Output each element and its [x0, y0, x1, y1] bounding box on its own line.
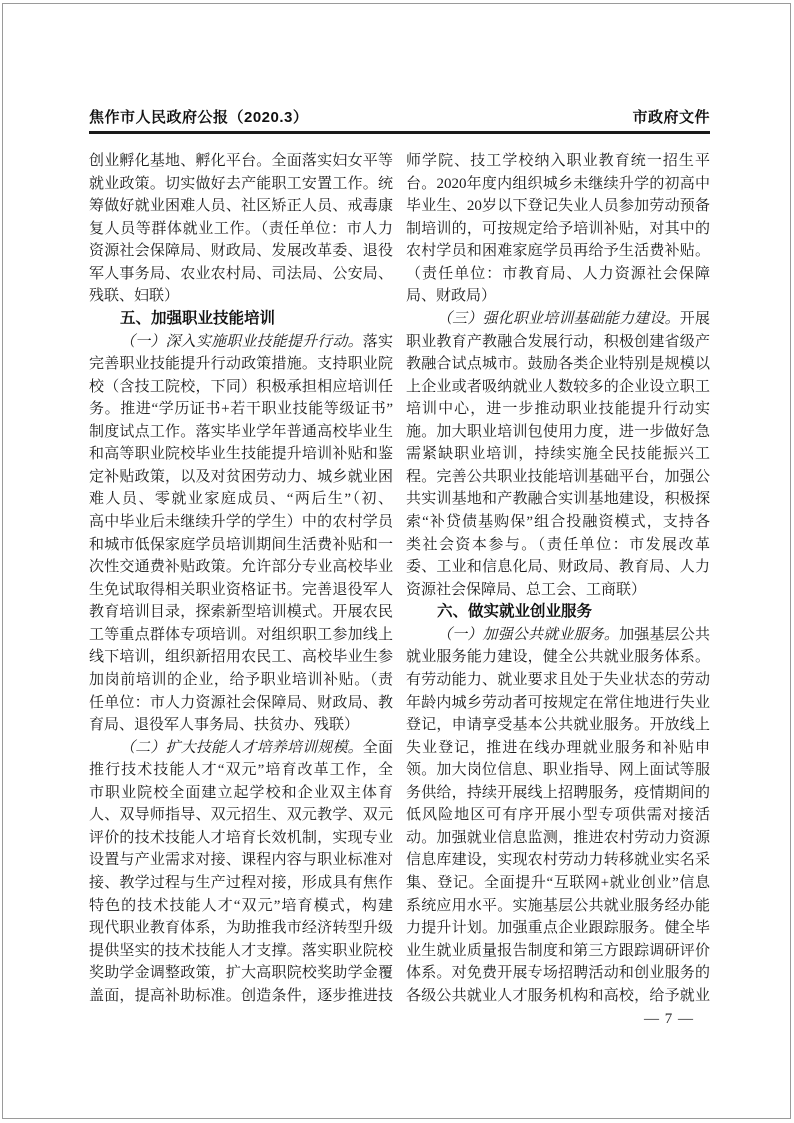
text-line	[89, 173, 393, 196]
text-segment: 有劳动能力、就业要求且处于失业状态的劳动	[406, 671, 710, 688]
text-segment: 盖面，提高补助标准。创造条件，逐步推进技	[89, 987, 393, 1004]
text-segment: 信息库建设，实现农村劳动力转移就业实名采	[406, 852, 710, 869]
text-segment: 力提升计划。加强重点企业跟踪服务。健全毕	[406, 920, 710, 937]
text-line	[406, 669, 710, 692]
text-segment: 台。2020年度内组织城乡未继续升学的初高中	[406, 175, 710, 192]
text-line	[406, 737, 710, 760]
text-line	[406, 308, 710, 331]
text-segment: 校（含技工院校，下同）积极承担相应培训任	[89, 378, 393, 395]
text-segment: 难人员、零就业家庭成员、“两后生”（初、	[89, 491, 393, 508]
text-segment: 推行技术技能人才“双元”培育改革工作，全	[89, 762, 393, 779]
text-segment: 特色的技术技能人才“双元”培育模式，构建	[89, 897, 393, 914]
text-segment: 年龄内城乡劳动者可按规定在常住地进行失业	[406, 694, 710, 711]
text-line	[406, 827, 710, 850]
text-line	[406, 285, 710, 308]
text-line	[406, 331, 710, 354]
text-line	[89, 624, 393, 647]
text-segment: 残联、妇联）	[89, 288, 180, 305]
text-line	[406, 895, 710, 918]
text-segment: 登记，申请享受基本公共就业服务。开放线上	[406, 717, 710, 734]
text-segment: 定补贴政策，以及对贫困劳动力、城乡就业困	[89, 468, 393, 485]
text-segment: 评价的技术技能人才培育长效机制，实现专业	[89, 829, 393, 846]
text-line	[406, 917, 710, 940]
text-segment: （责任单位：市教育局、人力资源社会保障	[406, 265, 710, 282]
text-segment: 职业教育产教融合发展行动，积极创建省级产	[406, 333, 710, 350]
text-segment: 体系。对免费开展专场招聘活动和创业服务的	[406, 965, 710, 982]
text-segment: 领。加大岗位信息、职业指导、网上面试等服	[406, 762, 710, 779]
text-line	[89, 759, 393, 782]
text-segment: 奖助学金调整政策，扩大高职院校奖助学金覆	[89, 965, 393, 982]
section-heading	[89, 308, 393, 331]
text-line	[89, 940, 393, 963]
text-line	[89, 827, 393, 850]
text-segment: 务。推进“学历证书+若干职业技能等级证书”	[89, 401, 393, 418]
text-segment: 类社会资本参与。（责任单位：市发展改革	[406, 536, 710, 553]
text-segment: 师学院、技工学校纳入职业教育统一招生平	[406, 153, 710, 169]
text-segment: 复人员等群体就业工作。（责任单位：市人力	[89, 220, 393, 237]
text-segment: 低风险地区可有序开展小型专项供需对接活	[406, 807, 710, 824]
lead-sentence: （三）强化职业培训基础能力建设。	[437, 310, 680, 327]
text-line	[406, 940, 710, 963]
text-segment: 资源社会保障局、总工会、工商联）	[406, 581, 647, 598]
text-segment: 毕业生、20岁以下登记失业人员参加劳动预备	[406, 198, 710, 215]
text-segment: 六、做实就业创业服务	[437, 603, 593, 621]
document-category: 市政府文件	[632, 109, 710, 126]
text-line	[89, 646, 393, 669]
text-segment: 市职业院校全面建立起学校和企业双主体育	[89, 784, 393, 801]
document-body	[89, 150, 710, 1007]
text-segment: 接、教学过程与生产过程对接，形成具有焦作	[89, 875, 393, 891]
text-line	[406, 443, 710, 466]
lead-sentence: （一）深入实施职业技能提升行动。	[120, 333, 363, 350]
text-segment: 农村学员和困难家庭学员再给予生活费补贴。	[406, 243, 710, 260]
text-segment: 线下培训，组织新招用农民工、高校毕业生参	[89, 649, 393, 666]
text-segment: 系统应用水平。实施基层公共就业服务经办能	[406, 897, 710, 914]
header-rule	[89, 131, 710, 134]
text-line	[406, 849, 710, 872]
text-line	[406, 962, 710, 985]
text-line	[406, 692, 710, 715]
text-line	[406, 353, 710, 376]
text-segment: 程。完善公共职业技能培训基础平台，加强公	[406, 468, 710, 485]
text-segment: 和城市低保家庭学员培训期间生活费补贴和一	[89, 536, 393, 553]
text-segment: 共实训基地和产教融合实训基地建设，积极探	[406, 491, 710, 508]
text-line	[89, 376, 393, 399]
lead-sentence: （二）扩大技能人才培养培训规模。	[120, 739, 363, 756]
text-line	[89, 556, 393, 579]
text-line	[406, 218, 710, 241]
text-segment: 五、加强职业技能培训	[120, 309, 276, 327]
text-segment: 各级公共就业人才服务机构和高校，给予就业	[406, 987, 710, 1004]
text-line	[89, 601, 393, 624]
text-segment: 军人事务局、农业农村局、司法局、公安局、	[89, 265, 393, 282]
text-line	[89, 353, 393, 376]
page-number: — 7 —	[644, 1011, 694, 1027]
text-line	[89, 579, 393, 602]
text-line	[89, 421, 393, 444]
text-segment: 全面	[362, 739, 393, 756]
text-segment: 就业政策。切实做好去产能职工安置工作。统	[89, 175, 393, 192]
text-line	[89, 895, 393, 918]
text-segment: 育局、退役军人事务局、扶贫办、残联）	[89, 717, 360, 734]
text-segment: 和高等职业院校毕业生技能提升培训补贴和鉴	[89, 446, 393, 463]
text-segment: 制度试点工作。落实毕业学年普通高校毕业生	[89, 423, 393, 440]
text-segment: 创业孵化基地、孵化平台。全面落实妇女平等	[89, 153, 393, 169]
text-line	[406, 263, 710, 286]
text-line	[406, 511, 710, 534]
text-line	[406, 466, 710, 489]
text-line	[406, 646, 710, 669]
text-line	[89, 285, 393, 308]
text-segment: 加岗前培训的企业，给予职业培训补贴。（责	[89, 671, 393, 688]
text-line	[406, 195, 710, 218]
text-segment: 设置与产业需求对接、课程内容与职业标准对	[89, 852, 393, 869]
text-segment: 局、财政局）	[406, 288, 497, 305]
text-segment: 索“补贷债基购保”组合投融资模式，支持各	[406, 514, 710, 530]
right-column	[406, 150, 710, 1007]
text-segment: 高中毕业后未继续升学的学生）中的农村学员	[89, 514, 393, 530]
text-line	[89, 331, 393, 354]
text-line	[406, 534, 710, 557]
text-line	[406, 782, 710, 805]
text-segment: 上企业或者吸纳就业人数较多的企业设立职工	[406, 378, 710, 395]
left-column	[89, 150, 393, 1007]
text-line	[89, 488, 393, 511]
text-segment: 需紧缺职业培训，持续实施全民技能振兴工	[406, 446, 710, 463]
text-line	[89, 240, 393, 263]
lead-sentence: （一）加强公共就业服务。	[437, 626, 620, 643]
text-segment: 现代职业教育体系，为助推我市经济转型升级	[89, 920, 393, 937]
text-line	[406, 488, 710, 511]
text-line	[89, 804, 393, 827]
text-line	[89, 872, 393, 895]
text-segment: 次性交通费补贴政策。允许部分专业高校毕业	[89, 559, 393, 576]
text-line	[89, 398, 393, 421]
text-line	[89, 985, 393, 1008]
text-segment: 就业服务能力建设，健全公共就业服务体系。	[406, 649, 710, 666]
text-line	[406, 872, 710, 895]
text-segment: 任单位：市人力资源社会保障局、财政局、教	[89, 694, 393, 711]
text-line	[89, 466, 393, 489]
text-line	[406, 985, 710, 1008]
text-line	[406, 714, 710, 737]
text-line	[89, 534, 393, 557]
text-segment: 委、工业和信息化局、财政局、教育局、人力	[406, 559, 710, 576]
text-segment: 动。加强就业信息监测，推进农村劳动力资源	[406, 829, 710, 846]
text-line	[89, 782, 393, 805]
gazette-title: 焦作市人民政府公报（2020.3）	[89, 109, 309, 126]
text-segment: 生免试取得相关职业资格证书。完善退役军人	[89, 581, 393, 598]
text-line	[89, 263, 393, 286]
text-segment: 资源社会保障局、财政局、发展改革委、退役	[89, 243, 393, 260]
text-segment: 务供给，持续开展线上招聘服务，疫情期间的	[406, 784, 710, 801]
text-line	[406, 173, 710, 196]
text-segment: 人、双导师指导、双元招生、双元教学、双元	[89, 807, 393, 824]
text-line	[89, 849, 393, 872]
text-line	[406, 376, 710, 399]
text-line	[406, 804, 710, 827]
text-line	[89, 669, 393, 692]
text-line	[406, 624, 710, 647]
text-line	[89, 692, 393, 715]
text-segment: 落实	[362, 333, 393, 350]
text-line	[406, 556, 710, 579]
text-line	[89, 962, 393, 985]
text-segment: 培训中心，进一步推动职业技能提升行动实	[406, 401, 710, 418]
text-segment: 制培训的，可按规定给予培训补贴，对其中的	[406, 220, 710, 237]
text-line	[89, 218, 393, 241]
text-line	[406, 421, 710, 444]
text-segment: 加强基层公共	[619, 626, 710, 643]
text-line	[406, 579, 710, 602]
text-segment: 集、登记。全面提升“互联网+就业创业”信息	[406, 875, 710, 891]
text-line	[89, 195, 393, 218]
text-line	[89, 443, 393, 466]
text-segment: 完善职业技能提升行动政策措施。支持职业院	[89, 356, 393, 373]
section-heading	[406, 601, 710, 624]
text-line	[406, 240, 710, 263]
text-segment: 提供坚实的技术技能人才支撑。落实职业院校	[89, 942, 393, 959]
text-line	[89, 150, 393, 173]
text-segment: 施。加大职业培训包使用力度，进一步做好急	[406, 423, 710, 440]
text-line	[89, 714, 393, 737]
text-segment: 教育培训目录，探索新型培训模式。开展农民	[89, 604, 393, 621]
text-line	[406, 759, 710, 782]
text-segment: 工等重点群体专项培训。对组织职工参加线上	[89, 626, 393, 643]
text-line	[89, 511, 393, 534]
text-segment: 开展	[679, 310, 710, 327]
text-segment: 筹做好就业困难人员、社区矫正人员、戒毒康	[89, 198, 393, 215]
text-segment: 业生就业质量报告制度和第三方跟踪调研评价	[406, 942, 710, 959]
text-line	[406, 398, 710, 421]
text-segment: 失业登记，推进在线办理就业服务和补贴申	[406, 739, 710, 756]
text-line	[406, 150, 710, 173]
text-line	[89, 737, 393, 760]
text-line	[89, 917, 393, 940]
page-header	[89, 106, 710, 127]
text-segment: 教融合试点城市。鼓励各类企业特别是规模以	[406, 356, 710, 373]
